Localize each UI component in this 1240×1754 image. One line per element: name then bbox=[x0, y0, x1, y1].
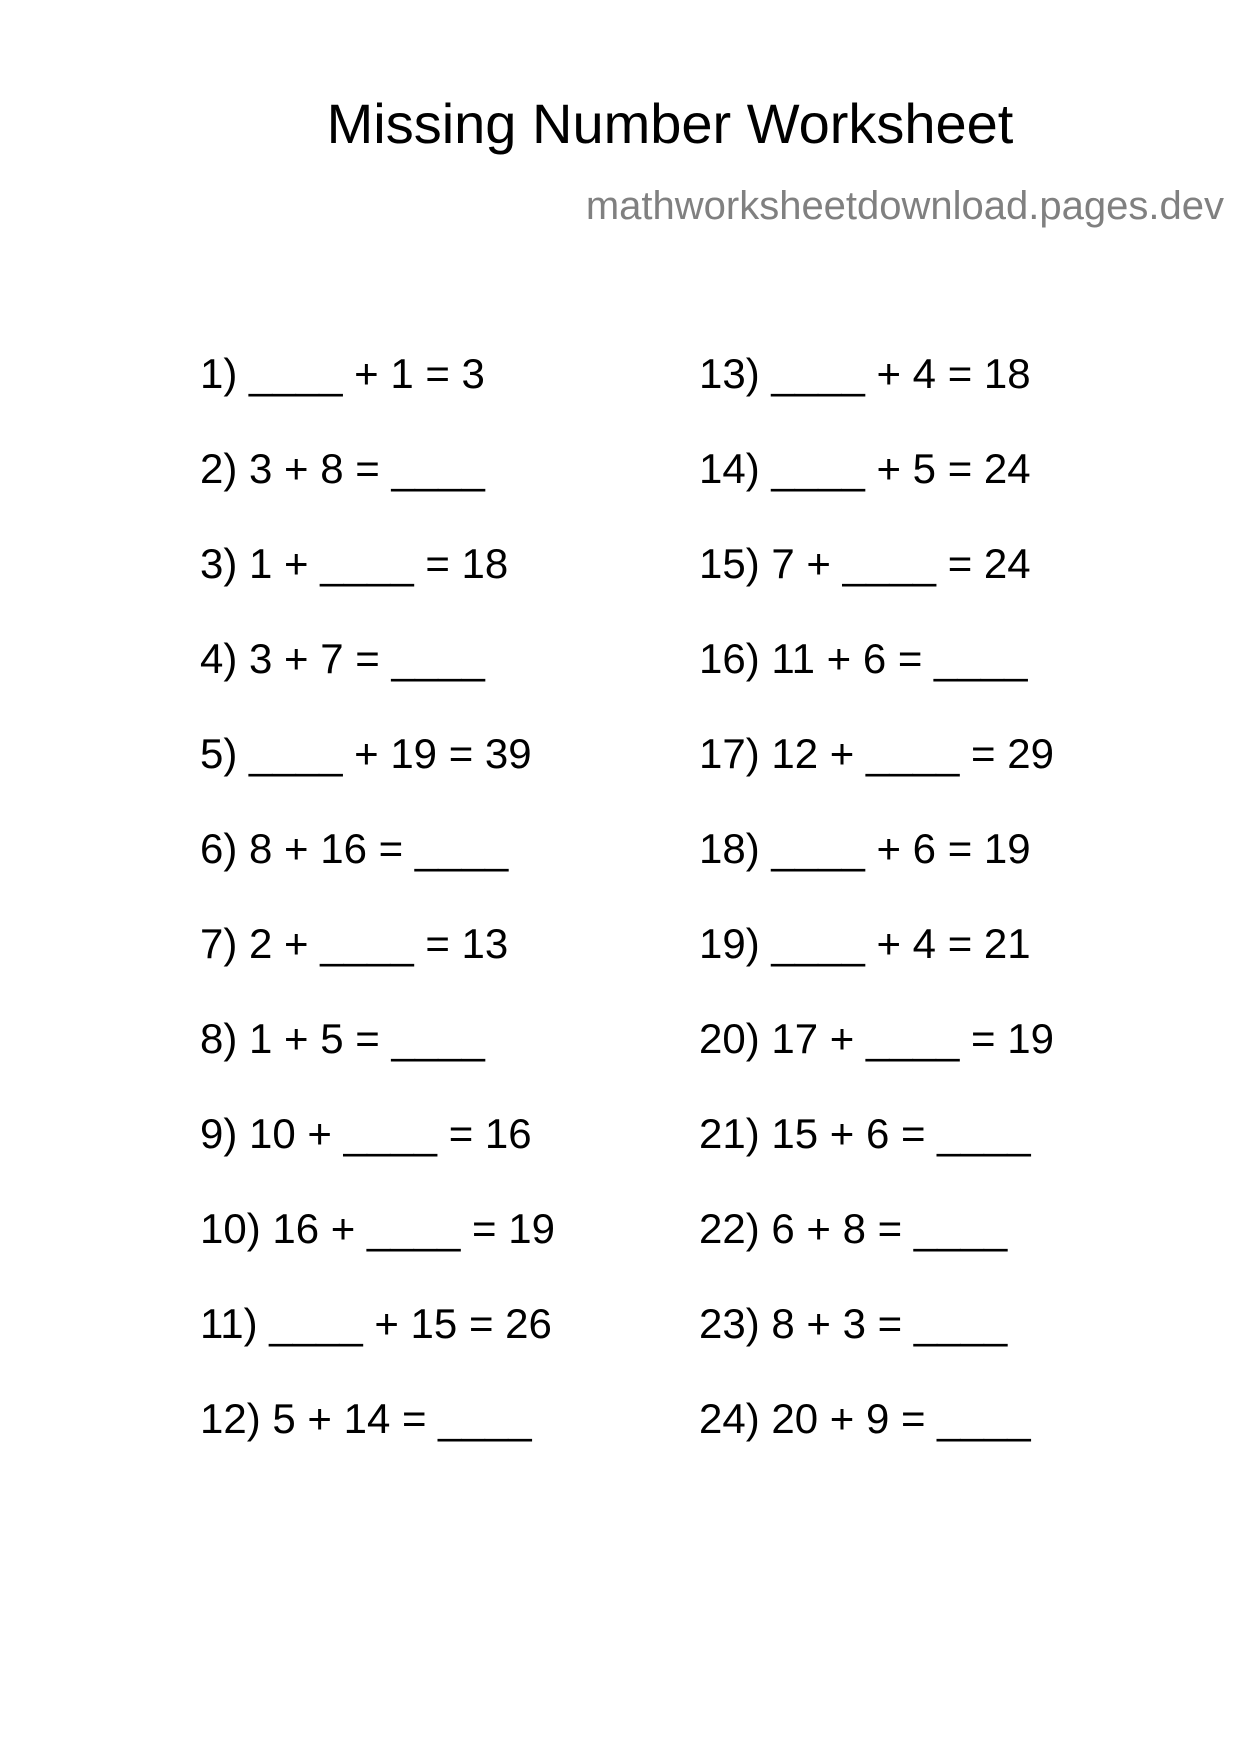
source-url: mathworksheetdownload.pages.dev bbox=[585, 184, 1224, 228]
problem-3: 3) 1 + ____ = 18 bbox=[200, 540, 509, 587]
problem-9: 9) 10 + ____ = 16 bbox=[200, 1110, 532, 1157]
problem-18: 18) ____ + 6 = 19 bbox=[699, 825, 1031, 872]
problem-8: 8) 1 + 5 = ____ bbox=[200, 1015, 485, 1062]
problem-14: 14) ____ + 5 = 24 bbox=[699, 445, 1031, 492]
problem-2: 2) 3 + 8 = ____ bbox=[200, 445, 485, 492]
problem-16: 16) 11 + 6 = ____ bbox=[699, 635, 1028, 682]
problem-20: 20) 17 + ____ = 19 bbox=[699, 1015, 1054, 1062]
problem-23: 23) 8 + 3 = ____ bbox=[699, 1300, 1008, 1347]
problem-24: 24) 20 + 9 = ____ bbox=[699, 1395, 1031, 1442]
problem-6: 6) 8 + 16 = ____ bbox=[200, 825, 509, 872]
problem-21: 21) 15 + 6 = ____ bbox=[699, 1110, 1031, 1157]
problem-19: 19) ____ + 4 = 21 bbox=[699, 920, 1031, 967]
problem-11: 11) ____ + 15 = 26 bbox=[200, 1300, 552, 1347]
problems-right-column bbox=[699, 350, 1054, 1493]
problem-7: 7) 2 + ____ = 13 bbox=[200, 920, 509, 967]
problem-5: 5) ____ + 19 = 39 bbox=[200, 730, 532, 777]
problem-10: 10) 16 + ____ = 19 bbox=[200, 1205, 555, 1252]
worksheet-title: Missing Number Worksheet bbox=[326, 92, 1014, 155]
problem-15: 15) 7 + ____ = 24 bbox=[699, 540, 1031, 587]
problem-17: 17) 12 + ____ = 29 bbox=[699, 730, 1054, 777]
problems-left-column bbox=[200, 350, 555, 1493]
problem-13: 13) ____ + 4 = 18 bbox=[699, 350, 1031, 397]
problem-22: 22) 6 + 8 = ____ bbox=[699, 1205, 1008, 1252]
problem-1: 1) ____ + 1 = 3 bbox=[200, 350, 485, 397]
problem-12: 12) 5 + 14 = ____ bbox=[200, 1395, 532, 1442]
problem-4: 4) 3 + 7 = ____ bbox=[200, 635, 485, 682]
